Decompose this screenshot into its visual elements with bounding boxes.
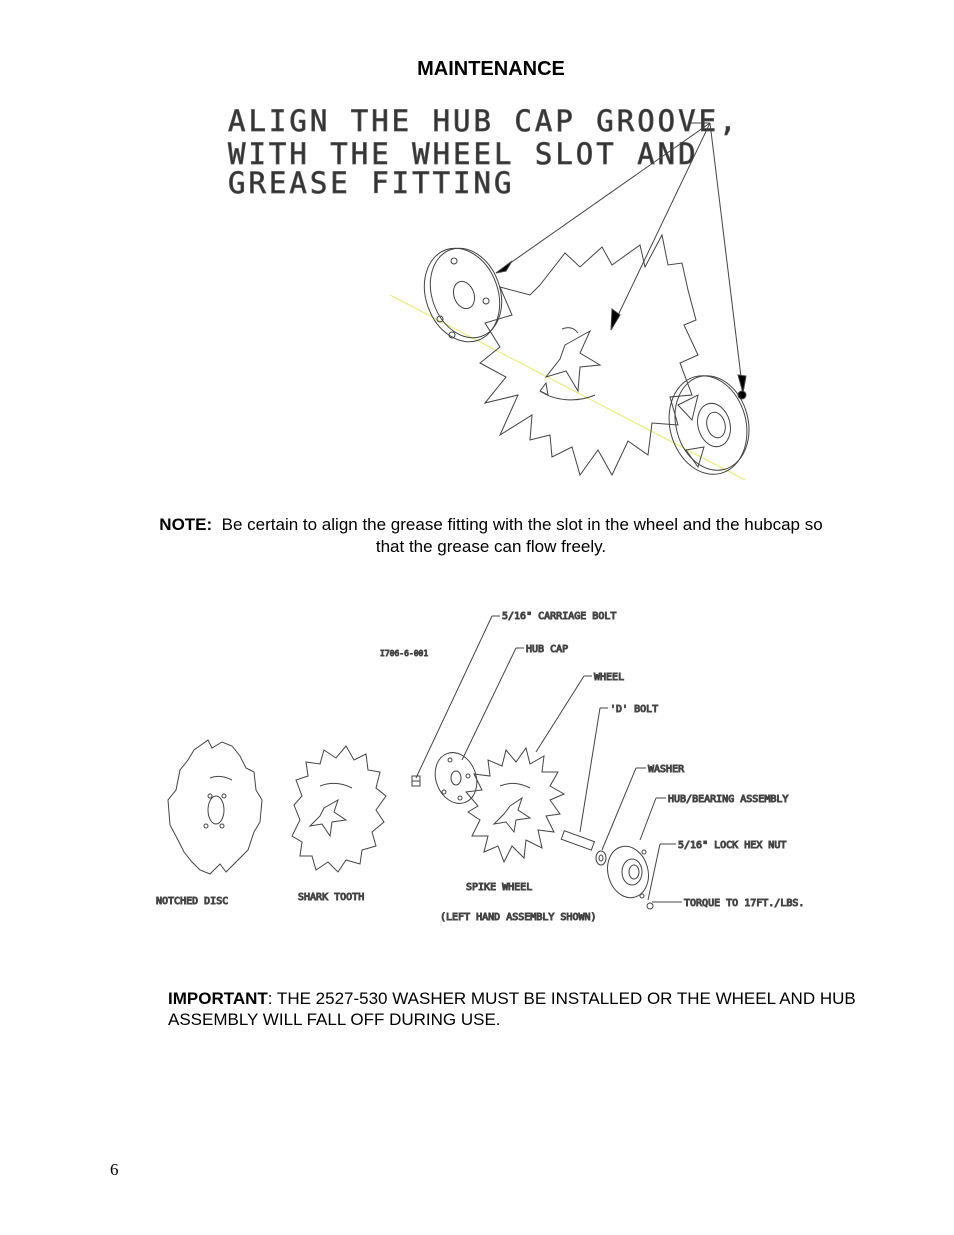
callout-line-3: GREASE FITTING (228, 166, 515, 200)
leader-grease-fitting (710, 123, 743, 393)
callout-line-2: WITH THE WHEEL SLOT AND (228, 137, 699, 171)
label-spike-wheel: SPIKE WHEEL (466, 882, 533, 893)
important-paragraph (168, 988, 868, 1030)
label-washer: WASHER (648, 764, 685, 775)
d-bolt-drawing (561, 831, 594, 850)
label-d-bolt: 'D' BOLT (610, 704, 659, 715)
callout-line-1: ALIGN THE HUB CAP GROOVE, (228, 104, 740, 138)
leader-hub-cap (462, 648, 516, 760)
label-hub-bearing: HUB/BEARING ASSEMBLY (668, 794, 789, 805)
label-carriage-bolt: 5/16" CARRIAGE BOLT (502, 611, 617, 622)
washer-drawing (596, 851, 606, 865)
label-wheel: WHEEL (594, 672, 625, 683)
exploded-assembly-figure (150, 600, 840, 940)
spike-wheel-drawing (466, 748, 564, 862)
drawing-number: I706-6-001 (380, 649, 429, 658)
page-title: MAINTENANCE (417, 58, 565, 80)
note-paragraph (150, 514, 832, 558)
label-torque: TORQUE TO 17FT./LBS. (684, 898, 805, 909)
page-number: 6 (110, 1160, 119, 1179)
leader-carriage-bolt (416, 616, 492, 778)
important-label: IMPORTANT (168, 989, 268, 1008)
figure-caption: (LEFT HAND ASSEMBLY SHOWN) (440, 912, 597, 923)
important-text: : THE 2527-530 WASHER MUST BE INSTALLED OR THE WHEEL AND HUB ASSEMBLY WILL FALL OFF DURING USE. (168, 989, 856, 1029)
note-text: Be certain to align the grease fitting with the slot in the wheel and the hubcap so that the grease can flow freely. (221, 515, 823, 556)
arrowhead (496, 261, 512, 273)
notched-disc-drawing (168, 740, 262, 874)
arrowhead (738, 375, 746, 393)
leader-hub-bearing (640, 798, 656, 840)
label-lock-nut: 5/16" LOCK HEX NUT (678, 840, 787, 851)
alignment-figure (200, 95, 760, 505)
leader-lock-nut (648, 844, 660, 900)
label-hub-cap: HUB CAP (526, 644, 569, 655)
leader-d-bolt (580, 708, 600, 832)
shark-tooth-drawing (292, 746, 386, 872)
leader-wheel (536, 676, 584, 752)
hub-bearing-small-drawing (602, 842, 654, 903)
note-label: NOTE: (159, 515, 213, 534)
label-shark-tooth: SHARK TOOTH (298, 892, 365, 903)
leader-washer (602, 768, 636, 850)
label-notched-disc: NOTCHED DISC (156, 896, 229, 907)
arrowhead (611, 309, 620, 330)
lock-nut-drawing (647, 903, 653, 909)
assembly-axis (390, 295, 745, 480)
hub-cap-small-drawing (428, 747, 483, 810)
hub-cap-drawing (412, 238, 514, 353)
